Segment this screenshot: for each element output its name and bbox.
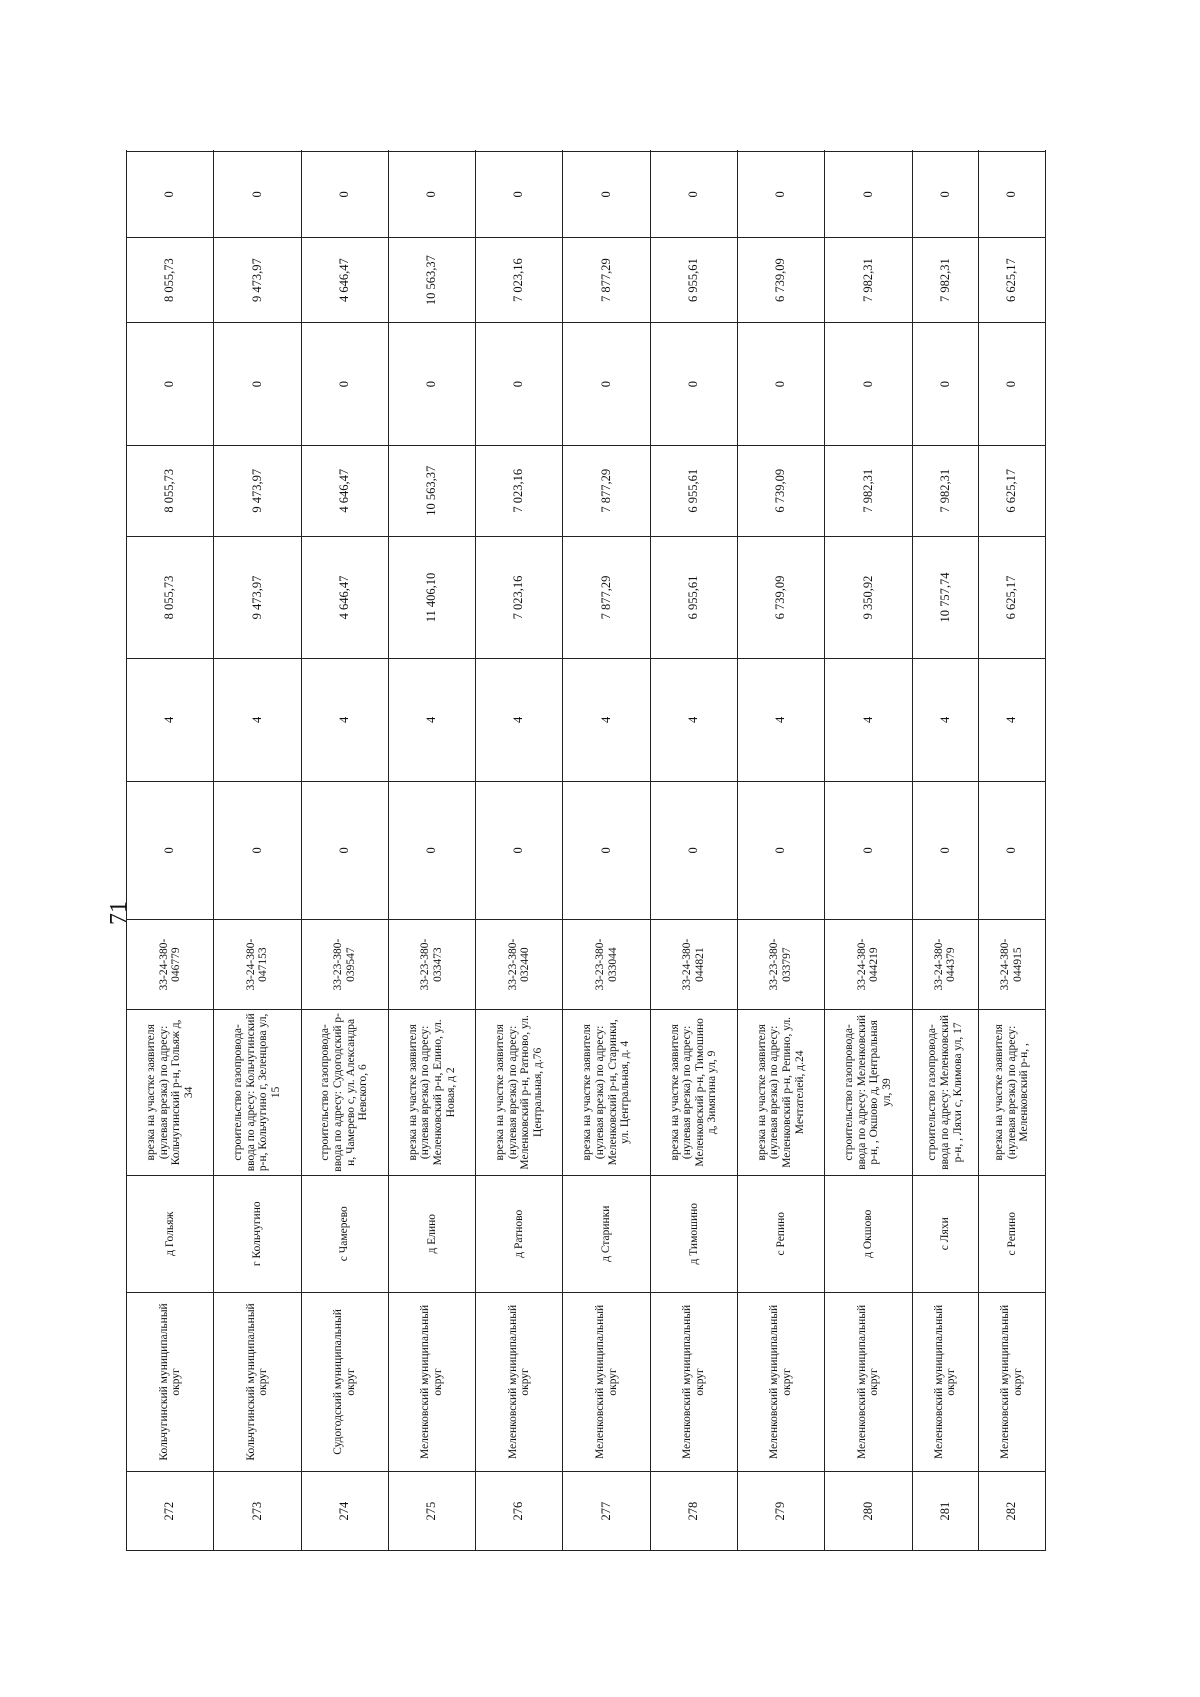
description-cell: врезка на участке заявителя (нулевая врезка) по адресу: Меленковский р-н, Тимошино д, Зимягина ул, 9 bbox=[650, 1009, 737, 1175]
value-cell-3: 9 350,92 bbox=[825, 536, 912, 658]
district-cell: Меленковский муниципальный округ bbox=[912, 1292, 979, 1471]
table-row bbox=[825, 152, 912, 1551]
row-number: 280 bbox=[825, 1472, 912, 1551]
value-cell-2: 4 bbox=[979, 659, 1046, 781]
value-cell-3: 8 055,73 bbox=[127, 536, 214, 658]
value-cell-6: 4 646,47 bbox=[301, 237, 388, 323]
table-row bbox=[912, 152, 979, 1551]
value-cell-4: 4 646,47 bbox=[301, 445, 388, 536]
value-cell-7: 0 bbox=[214, 152, 301, 238]
table-row bbox=[301, 152, 388, 1551]
description-cell: врезка на участке заявителя (нулевая врезка) по адресу: Кольчугинский р-н, Гольяж д, 34 bbox=[127, 1009, 214, 1175]
description-cell: врезка на участке заявителя (нулевая врезка) по адресу: Меленковский р-н, Старинки, ул. Центральная, д. 4 bbox=[563, 1009, 650, 1175]
locality-cell: д Старинки bbox=[563, 1175, 650, 1292]
code-cell: 33-24-380-044219 bbox=[825, 920, 912, 1010]
locality-cell: д Тимошино bbox=[650, 1175, 737, 1292]
value-cell-5: 0 bbox=[301, 323, 388, 445]
locality-cell: д Елино bbox=[388, 1175, 475, 1292]
value-cell-4: 8 055,73 bbox=[127, 445, 214, 536]
value-cell-5: 0 bbox=[912, 323, 979, 445]
value-cell-3: 11 406,10 bbox=[388, 536, 475, 658]
table-wrapper bbox=[126, 151, 1046, 1551]
value-cell-3: 10 757,74 bbox=[912, 536, 979, 658]
value-cell-6: 6 739,09 bbox=[737, 237, 824, 323]
value-cell-4: 6 739,09 bbox=[737, 445, 824, 536]
row-number: 281 bbox=[912, 1472, 979, 1551]
district-cell: Меленковский муниципальный округ bbox=[979, 1292, 1046, 1471]
district-cell: Кольчугинский муниципальный округ bbox=[214, 1292, 301, 1471]
value-cell-1: 0 bbox=[214, 781, 301, 920]
value-cell-2: 4 bbox=[388, 659, 475, 781]
value-cell-7: 0 bbox=[127, 152, 214, 238]
value-cell-5: 0 bbox=[563, 323, 650, 445]
value-cell-5: 0 bbox=[650, 323, 737, 445]
value-cell-5: 0 bbox=[979, 323, 1046, 445]
description-cell: строительство газопровода-ввода по адресу: Меленковский р-н, , Ляхи с, Климова ул, 17 bbox=[912, 1009, 979, 1175]
value-cell-2: 4 bbox=[650, 659, 737, 781]
row-number: 278 bbox=[650, 1472, 737, 1551]
value-cell-5: 0 bbox=[127, 323, 214, 445]
row-number: 277 bbox=[563, 1472, 650, 1551]
value-cell-2: 4 bbox=[214, 659, 301, 781]
value-cell-7: 0 bbox=[979, 152, 1046, 238]
locality-cell: с Репино bbox=[979, 1175, 1046, 1292]
value-cell-2: 4 bbox=[301, 659, 388, 781]
value-cell-7: 0 bbox=[650, 152, 737, 238]
value-cell-3: 6 625,17 bbox=[979, 536, 1046, 658]
row-number: 273 bbox=[214, 1472, 301, 1551]
value-cell-3: 7 023,16 bbox=[476, 536, 563, 658]
row-number: 275 bbox=[388, 1472, 475, 1551]
value-cell-6: 7 023,16 bbox=[476, 237, 563, 323]
value-cell-7: 0 bbox=[301, 152, 388, 238]
locality-cell: д Ратново bbox=[476, 1175, 563, 1292]
table-row bbox=[476, 152, 563, 1551]
row-number: 279 bbox=[737, 1472, 824, 1551]
code-cell: 33-23-380-033473 bbox=[388, 920, 475, 1010]
row-number: 274 bbox=[301, 1472, 388, 1551]
district-cell: Меленковский муниципальный округ bbox=[563, 1292, 650, 1471]
code-cell: 33-24-380-047153 bbox=[214, 920, 301, 1010]
value-cell-5: 0 bbox=[825, 323, 912, 445]
locality-cell: с Чамерево bbox=[301, 1175, 388, 1292]
code-cell: 33-23-380-032440 bbox=[476, 920, 563, 1010]
value-cell-5: 0 bbox=[214, 323, 301, 445]
value-cell-5: 0 bbox=[737, 323, 824, 445]
table-row bbox=[737, 152, 824, 1551]
district-cell: Меленковский муниципальный округ bbox=[825, 1292, 912, 1471]
value-cell-3: 9 473,97 bbox=[214, 536, 301, 658]
district-cell: Кольчугинский муниципальный округ bbox=[127, 1292, 214, 1471]
district-cell: Судогодский муниципальный округ bbox=[301, 1292, 388, 1471]
description-cell: врезка на участке заявителя (нулевая врезка) по адресу: Меленковский р-н, , bbox=[979, 1009, 1046, 1175]
value-cell-4: 6 625,17 bbox=[979, 445, 1046, 536]
value-cell-1: 0 bbox=[825, 781, 912, 920]
value-cell-1: 0 bbox=[388, 781, 475, 920]
locality-cell: д Окшово bbox=[825, 1175, 912, 1292]
value-cell-6: 8 055,73 bbox=[127, 237, 214, 323]
value-cell-2: 4 bbox=[127, 659, 214, 781]
value-cell-7: 0 bbox=[563, 152, 650, 238]
value-cell-7: 0 bbox=[737, 152, 824, 238]
value-cell-1: 0 bbox=[301, 781, 388, 920]
table-row bbox=[127, 152, 214, 1551]
value-cell-7: 0 bbox=[825, 152, 912, 238]
code-cell: 33-23-380-039547 bbox=[301, 920, 388, 1010]
value-cell-4: 7 877,29 bbox=[563, 445, 650, 536]
description-cell: строительство газопровода-ввода по адресу: Меленковский р-н, , Окшово д, Центральная ул, 39 bbox=[825, 1009, 912, 1175]
code-cell: 33-24-380-044379 bbox=[912, 920, 979, 1010]
code-cell: 33-23-380-033797 bbox=[737, 920, 824, 1010]
description-cell: врезка на участке заявителя (нулевая врезка) по адресу: Меленковский р-н, Репино, ул. Мечтателей, д.24 bbox=[737, 1009, 824, 1175]
row-number: 272 bbox=[127, 1472, 214, 1551]
table-row bbox=[214, 152, 301, 1551]
value-cell-3: 6 739,09 bbox=[737, 536, 824, 658]
value-cell-1: 0 bbox=[563, 781, 650, 920]
page-number: 71 bbox=[106, 901, 132, 925]
value-cell-3: 6 955,61 bbox=[650, 536, 737, 658]
value-cell-1: 0 bbox=[476, 781, 563, 920]
value-cell-1: 0 bbox=[979, 781, 1046, 920]
value-cell-1: 0 bbox=[127, 781, 214, 920]
locality-cell: с Ляхи bbox=[912, 1175, 979, 1292]
value-cell-3: 7 877,29 bbox=[563, 536, 650, 658]
value-cell-2: 4 bbox=[912, 659, 979, 781]
value-cell-3: 4 646,47 bbox=[301, 536, 388, 658]
row-number: 282 bbox=[979, 1472, 1046, 1551]
value-cell-5: 0 bbox=[388, 323, 475, 445]
value-cell-7: 0 bbox=[476, 152, 563, 238]
description-cell: врезка на участке заявителя (нулевая врезка) по адресу: Меленковский р-н, Ратново, ул. Центральная, д.76 bbox=[476, 1009, 563, 1175]
code-cell: 33-24-380-046779 bbox=[127, 920, 214, 1010]
table-row bbox=[388, 152, 475, 1551]
district-cell: Меленковский муниципальный округ bbox=[650, 1292, 737, 1471]
value-cell-6: 9 473,97 bbox=[214, 237, 301, 323]
value-cell-7: 0 bbox=[912, 152, 979, 238]
description-cell: врезка на участке заявителя (нулевая врезка) по адресу: Меленковский р-н, Елино, ул. Новая, д 2 bbox=[388, 1009, 475, 1175]
value-cell-7: 0 bbox=[388, 152, 475, 238]
description-cell: строительство газопровода-ввода по адресу: Судогодский р-н, Чамерево с, ул. Александра Невского, 6 bbox=[301, 1009, 388, 1175]
value-cell-2: 4 bbox=[476, 659, 563, 781]
value-cell-4: 10 563,37 bbox=[388, 445, 475, 536]
code-cell: 33-23-380-033044 bbox=[563, 920, 650, 1010]
data-table bbox=[126, 151, 1046, 1551]
value-cell-2: 4 bbox=[737, 659, 824, 781]
value-cell-6: 7 982,31 bbox=[912, 237, 979, 323]
value-cell-6: 6 625,17 bbox=[979, 237, 1046, 323]
value-cell-6: 6 955,61 bbox=[650, 237, 737, 323]
locality-cell: с Репино bbox=[737, 1175, 824, 1292]
table-row bbox=[979, 152, 1046, 1551]
district-cell: Меленковский муниципальный округ bbox=[388, 1292, 475, 1471]
value-cell-1: 0 bbox=[912, 781, 979, 920]
value-cell-6: 7 877,29 bbox=[563, 237, 650, 323]
row-number: 276 bbox=[476, 1472, 563, 1551]
value-cell-2: 4 bbox=[825, 659, 912, 781]
value-cell-4: 7 982,31 bbox=[912, 445, 979, 536]
value-cell-4: 6 955,61 bbox=[650, 445, 737, 536]
description-cell: строительство газопровода-ввода по адресу: Кольчугинский р-н, Кольчугино г, Зеленцова ул, 15 bbox=[214, 1009, 301, 1175]
code-cell: 33-24-380-044915 bbox=[979, 920, 1046, 1010]
locality-cell: г Кольчугино bbox=[214, 1175, 301, 1292]
value-cell-2: 4 bbox=[563, 659, 650, 781]
value-cell-4: 7 982,31 bbox=[825, 445, 912, 536]
value-cell-5: 0 bbox=[476, 323, 563, 445]
value-cell-4: 7 023,16 bbox=[476, 445, 563, 536]
table-row bbox=[563, 152, 650, 1551]
code-cell: 33-24-380-044821 bbox=[650, 920, 737, 1010]
value-cell-6: 10 563,37 bbox=[388, 237, 475, 323]
value-cell-1: 0 bbox=[737, 781, 824, 920]
district-cell: Меленковский муниципальный округ bbox=[737, 1292, 824, 1471]
locality-cell: д Гольяж bbox=[127, 1175, 214, 1292]
value-cell-1: 0 bbox=[650, 781, 737, 920]
value-cell-4: 9 473,97 bbox=[214, 445, 301, 536]
district-cell: Меленковский муниципальный округ bbox=[476, 1292, 563, 1471]
table-row bbox=[650, 152, 737, 1551]
value-cell-6: 7 982,31 bbox=[825, 237, 912, 323]
